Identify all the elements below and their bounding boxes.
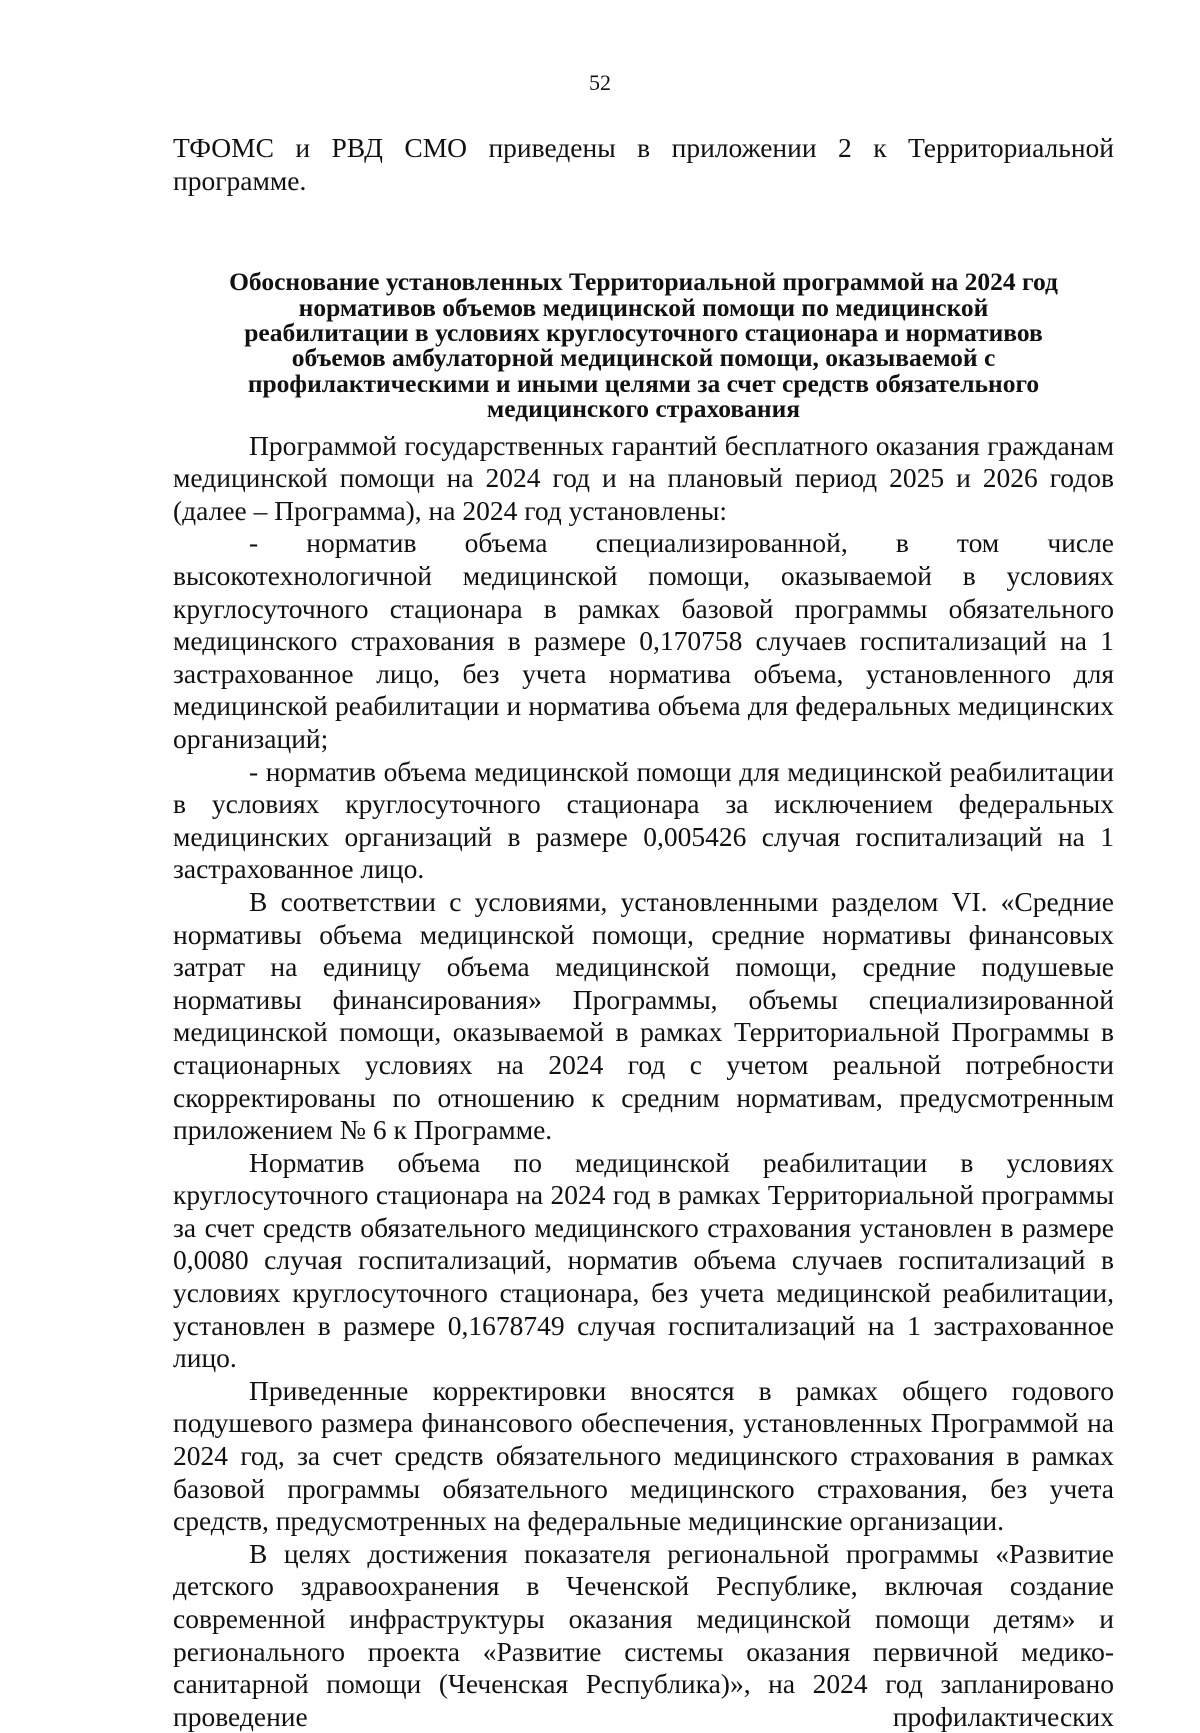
- body-paragraph: В целях достижения показателя региональной программы «Развитие детского здравоохранения в Чеченской Республике, включая создание современной инфраструктуры оказания медицинской помощи детям» и регионального проекта «Развитие системы оказания первичной медико-санитарной помощи (Чеченская Республика)», на 2024 год запланировано проведение профилактических: [173, 1537, 1114, 1732]
- list-item-paragraph: - норматив объема специализированной, в том числе высокотехнологичной медицинской помощи, оказываемой в условиях круглосуточного стационара в рамках базовой программы обязательного медицинского страхования в размере 0,170758 случаев госпитализаций на 1 застрахованное лицо, без учета норматива объема, установленного для медицинской реабилитации и норматива объема для федеральных медицинских организаций;: [173, 527, 1114, 754]
- heading-line: профилактическими и иными целями за счет средств обязательного: [247, 368, 1040, 398]
- section-heading: [173, 267, 1114, 424]
- list-item-paragraph: - норматив объема медицинской помощи для медицинской реабилитации в условиях круглосуточного стационара за исключением федеральных медицинских организаций в размере 0,005426 случая госпитализаций на 1 застрахованное лицо.: [173, 755, 1114, 885]
- body-paragraph: Приведенные корректировки вносятся в рамках общего годового подушевого размера финансового обеспечения, установленных Программой на 2024 год, за счет средств обязательного медицинского страхования в рамках базовой программы обязательного медицинского страхования, без учета средств, предусмотренных на федеральные медицинские организации.: [173, 1374, 1114, 1537]
- intro-paragraph: ТФОМС и РВД СМО приведены в приложении 2 к Территориальной программе.: [173, 132, 1114, 196]
- heading-line: нормативов объемов медицинской помощи по медицинской: [298, 292, 989, 322]
- page-number: 52: [589, 70, 611, 95]
- heading-line: медицинского страхования: [486, 394, 801, 424]
- body-paragraph: В соответствии с условиями, установленными разделом VI. «Средние нормативы объема медицинской помощи, средние нормативы финансовых затрат на единицу объема медицинской помощи, средние подушевые нормативы финансирования» Программы, объемы специализированной медицинской помощи, оказываемой в рамках Территориальной Программы в стационарных условиях на 2024 год с учетом реальной потребности скорректированы по отношению к средним нормативам, предусмотренным приложением № 6 к Программе.: [173, 885, 1114, 1146]
- body-paragraph: Норматив объема по медицинской реабилитации в условиях круглосуточного стационара на 2024 год в рамках Территориальной программы за счет средств обязательного медицинского страхования установлен в размере 0,0080 случая госпитализаций, норматив объема случаев госпитализаций в условиях круглосуточного стационара, без учета медицинской реабилитации, установлен в размере 0,1678749 случая госпитализаций на 1 застрахованное лицо.: [173, 1146, 1114, 1374]
- heading-line: реабилитации в условиях круглосуточного стационара и нормативов: [244, 318, 1043, 347]
- body-paragraph: Программой государственных гарантий бесплатного оказания гражданам медицинской помощи на 2024 год и на плановый период 2025 и 2026 годов (далее – Программа), на 2024 год установлены:: [173, 429, 1114, 526]
- heading-line: Обоснование установленных Территориальной программой на 2024 год: [229, 267, 1058, 297]
- heading-line: объемов амбулаторной медицинской помощи, оказываемой с: [291, 343, 996, 373]
- document-body: [173, 132, 1114, 1733]
